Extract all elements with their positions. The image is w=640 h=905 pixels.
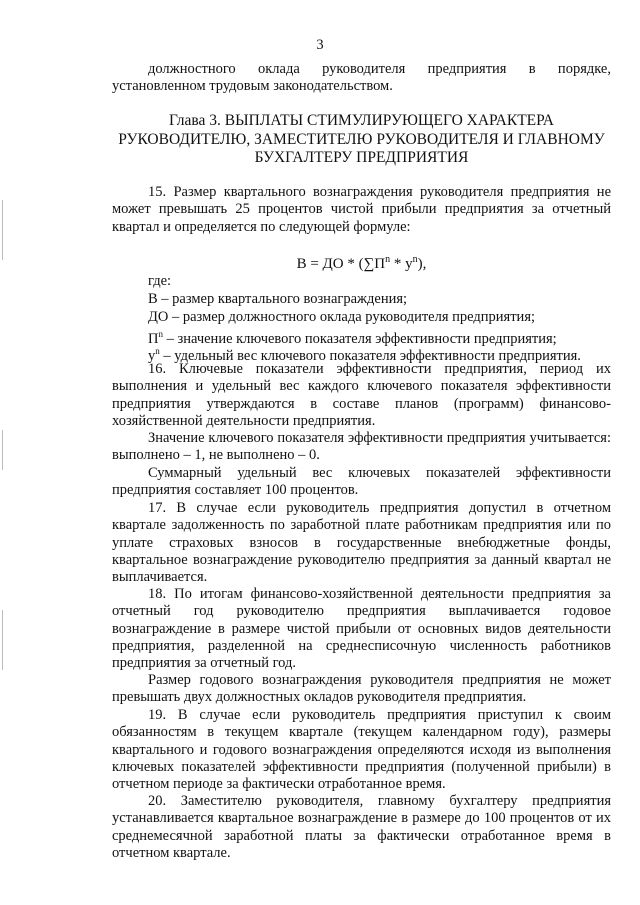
chapter-heading [112,112,611,168]
scan-edge-line [2,430,3,470]
paragraph-16: 16. Ключевые показатели эффективности предприятия, период их выполнения и удельный вес каждого ключевого показателя эффективности предприятия утверждаются в составе планов (программ) финансово-хозяйственной деятельности предприятия. [112,361,611,429]
definition-un-sup: n [155,346,160,356]
paragraph-15: 15. Размер квартального вознаграждения руководителя предприятия не может превышать 25 процентов чистой прибыли предприятия за отчетный квартал и определяется по следующей формуле: [112,184,611,235]
formula-sup-1: n [385,254,391,265]
scan-edge-line [2,610,3,670]
formula-right: ), [417,256,427,272]
paragraph-18-limit: Размер годового вознаграждения руководителя предприятия не может превышать двух должностных окладов руководителя предприятия. [112,672,611,706]
paragraph-18: 18. По итогам финансово-хозяйственной деятельности предприятия за отчетный год руководителю предприятия выплачивается годовое вознаграждение в размере чистой прибыли от основных видов деятельности предприятия, разделенной на среднесписочную численность работников предприятия за отчетный год. [112,586,611,672]
paragraph-16-value: Значение ключевого показателя эффективности предприятия учитывается: выполнено – 1, не выполнено – 0. [112,430,611,464]
definition-pn-text: – значение ключевого показателя эффективности предприятия; [162,330,557,347]
paragraph-17: 17. В случае если руководитель предприятия допустил в отчетном квартале задолженность по заработной плате работникам предприятия или по уплате страховых взносов в государственные внебюджетные фонды, квартальное вознаграждение руководителю предприятия за данный квартал не выплачивается. [112,500,611,586]
formula-left: В = ДО * (∑П [296,256,386,272]
definition-v: В – размер квартального вознаграждения; [148,291,408,307]
definition-pn-sup: n [158,329,163,339]
page-number: 3 [316,37,324,53]
formula-sup-2: n [412,254,418,265]
definition-un-text: – удельный вес ключевого показателя эффективности предприятия. [159,347,581,364]
paragraph-16-sum: Суммарный удельный вес ключевых показателей эффективности предприятия составляет 100 процентов. [112,465,611,499]
formula [112,254,611,273]
paragraph-20: 20. Заместителю руководителя, главному бухгалтеру предприятия устанавливается квартальное вознаграждение в размере до 100 процентов от их среднемесячной заработной платы за фактически отработанное время в отчетном квартале. [112,793,611,861]
definition-un-symbol: у [148,347,156,364]
formula-mid: * у [390,256,413,272]
chapter-heading-line-3: БУХГАЛТЕРУ ПРЕДПРИЯТИЯ [254,149,469,166]
paragraph-19: 19. В случае если руководитель предприятия приступил к своим обязанностям в текущем квартале (текущем календарном году), размеры квартального и годового вознаграждения определяются исходя из выполнения ключевых показателей эффективности предприятия (полученной прибыли) в отчетном периоде за фактически отработанное время. [112,707,611,793]
intro-paragraph: должностного оклада руководителя предприятия в порядке, установленном трудовым законодательством. [112,61,611,95]
chapter-heading-line-1: Глава 3. ВЫПЛАТЫ СТИМУЛИРУЮЩЕГО ХАРАКТЕРА [169,112,554,129]
definition-do: ДО – размер должностного оклада руководителя предприятия; [148,309,536,325]
definition-pn-symbol: П [148,330,159,347]
scan-edge-line [2,200,3,260]
chapter-heading-line-2: РУКОВОДИТЕЛЮ, ЗАМЕСТИТЕЛЮ РУКОВОДИТЕЛЯ И ГЛАВНОМУ [118,130,605,148]
where-label: где: [148,273,172,289]
